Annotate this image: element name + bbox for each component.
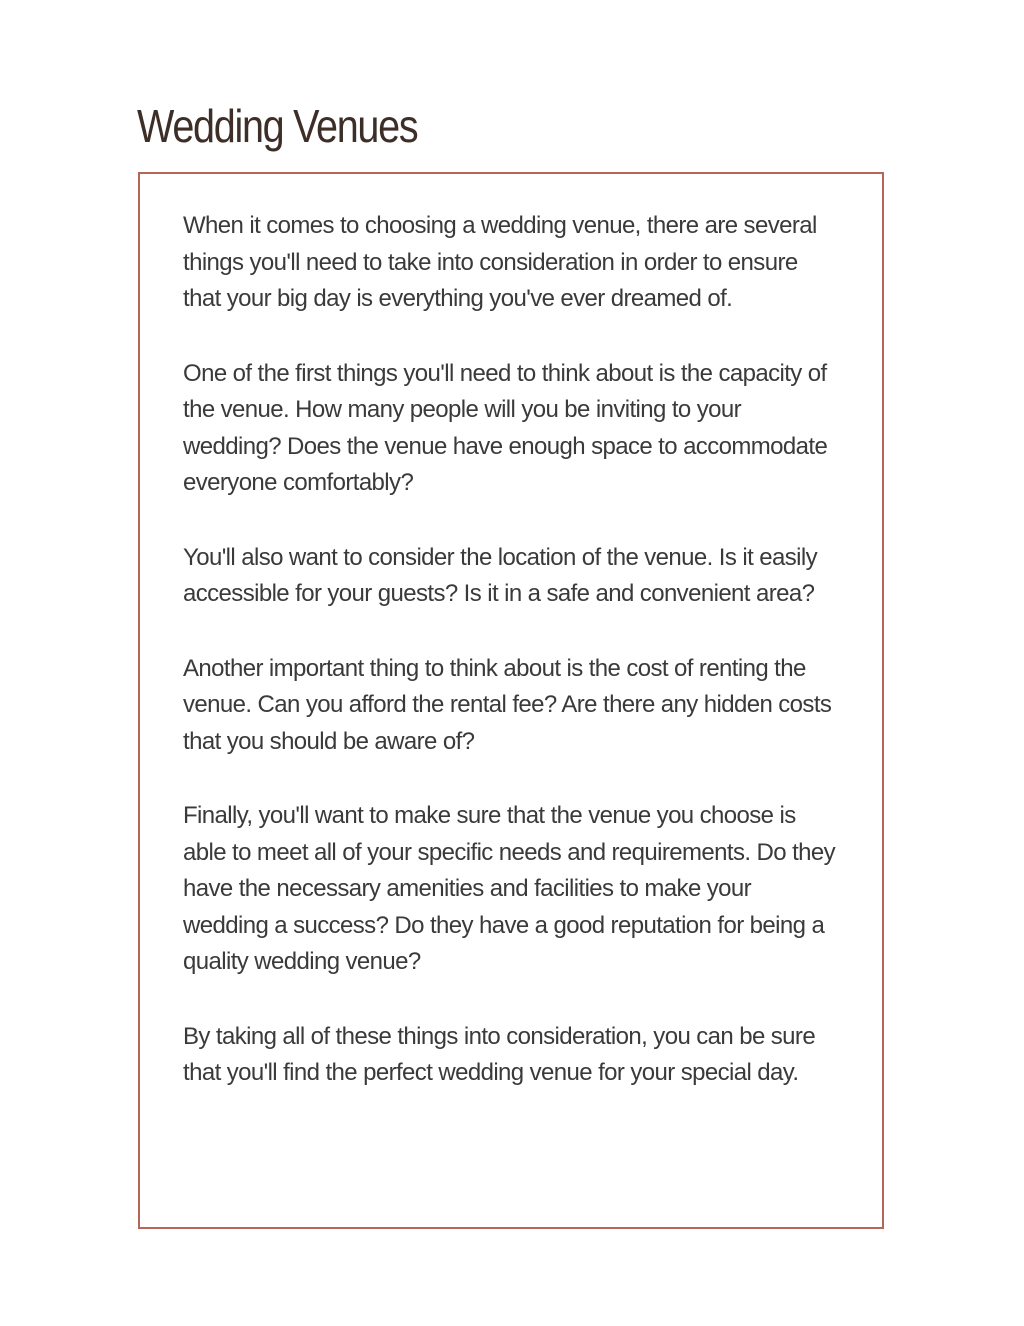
- paragraph-capacity: One of the first things you'll need to think about is the capacity of the venue. How many people will you be inviting to your wedding? Does the venue have enough space to accommodate everyone comfortably?: [183, 359, 828, 496]
- paragraph-conclusion: By taking all of these things into consideration, you can be sure that you'll find the perfect wedding venue for your special day.: [183, 1022, 816, 1086]
- content-box: [138, 172, 884, 1229]
- paragraph-cost: Another important thing to think about is the cost of renting the venue. Can you afford the rental fee? Are there any hidden costs that you should be aware of?: [183, 654, 832, 755]
- paragraph-intro: When it comes to choosing a wedding venue, there are several things you'll need to take into consideration in order to ensure that your big day is everything you've ever dreamed of.: [183, 212, 817, 312]
- body-text: [183, 208, 838, 1092]
- paragraph-requirements: Finally, you'll want to make sure that the venue you choose is able to meet all of your specific needs and requirements. Do they have the necessary amenities and facilities to make your wedding a success? Do they have a good reputation for being a quality wedding venue?: [183, 802, 836, 975]
- paragraph-location: You'll also want to consider the location of the venue. Is it easily accessible for your guests? Is it in a safe and convenient area?: [183, 543, 817, 607]
- page-title: Wedding Venues: [137, 100, 418, 152]
